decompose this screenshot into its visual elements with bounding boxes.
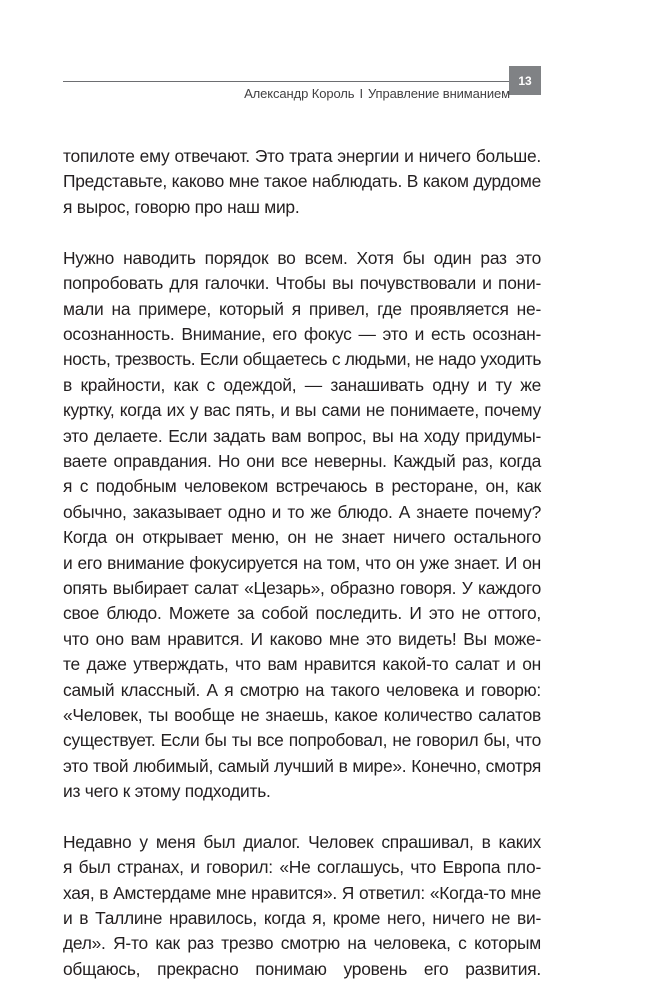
header-separator: I — [359, 86, 363, 101]
text-line: ваете оправдания. Но они все неверны. Каждый раз, когда — [63, 451, 541, 471]
text-line: попробовать для галочки. Чтобы вы почувствовали и пони- — [63, 273, 541, 293]
text-line: мали на примере, который я привел, где проявляется не- — [63, 299, 541, 319]
text-line: общаюсь, прекрасно понимаю уровень его развития. — [63, 959, 541, 979]
text-line: существует. Если бы ты все попробовал, не говорил бы, что — [63, 730, 541, 750]
text-line: дел». Я-то как раз трезво смотрю на человека, с которым — [63, 933, 541, 953]
text-line: «Человек, ты вообще не знаешь, какое количество салатов — [63, 705, 541, 725]
text-line: опять выбирает салат «Цезарь», образно говоря. У каждого — [63, 578, 541, 598]
text-line: осознанность. Внимание, его фокус — это и есть осознан- — [63, 324, 541, 344]
text-line: ность, трезвость. Если общаетесь с людьми, не надо уходить — [63, 349, 541, 369]
text-line: и в Таллине нравилось, когда я, кроме него, ничего не ви- — [63, 908, 541, 928]
text-line: куртку, когда их у вас пять, и вы сами не понимаете, почему — [63, 400, 541, 420]
text-line: из чего к этому подходить. — [63, 781, 271, 801]
text-line: это твой любимый, самый лучший в мире». Конечно, смотря — [63, 756, 541, 776]
text-line: топилоте ему отвечают. Это трата энергии и ничего больше. — [63, 146, 541, 166]
text-line: в крайности, как с одеждой, — занашивать одну и ту же — [63, 375, 541, 395]
text-line: Нужно наводить порядок во всем. Хотя бы один раз это — [63, 248, 541, 268]
running-head — [244, 86, 510, 101]
text-line: и его внимание фокусируется на том, что он уже знает. И он — [63, 553, 541, 573]
text-line: самый классный. А я смотрю на такого человека и говорю: — [63, 680, 541, 700]
text-line: Представьте, каково мне такое наблюдать. В каком дурдоме — [63, 171, 541, 191]
text-line: это делаете. Если задать вам вопрос, вы на ходу придумы- — [63, 426, 541, 446]
text-line: что оно вам нравится. И каково мне это видеть! Вы може- — [63, 629, 541, 649]
author-name: Александр Король — [244, 86, 355, 101]
page-number: 13 — [509, 66, 541, 95]
book-title: Управление вниманием — [367, 86, 510, 101]
text-line: я вырос, говорю про наш мир. — [63, 197, 300, 217]
text-line: Когда он открывает меню, он не знает ничего остального — [63, 527, 541, 547]
text-line: я был странах, и говорил: «Не соглашусь, что Европа пло- — [63, 857, 541, 877]
text-line: я с подобным человеком встречаюсь в ресторане, он, как — [63, 476, 541, 496]
text-line: те даже утверждать, что вам нравится какой-то салат и он — [63, 654, 541, 674]
text-line: свое блюдо. Можете за собой последить. И это не оттого, — [63, 603, 541, 623]
text-line: обычно, заказывает одно и то же блюдо. А знаете почему? — [63, 502, 541, 522]
text-line: Недавно у меня был диалог. Человек спрашивал, в каких — [63, 832, 541, 852]
header-rule — [63, 81, 509, 82]
text-line: хая, в Амстердаме мне нравится». Я ответил: «Когда-то мне — [63, 883, 541, 903]
